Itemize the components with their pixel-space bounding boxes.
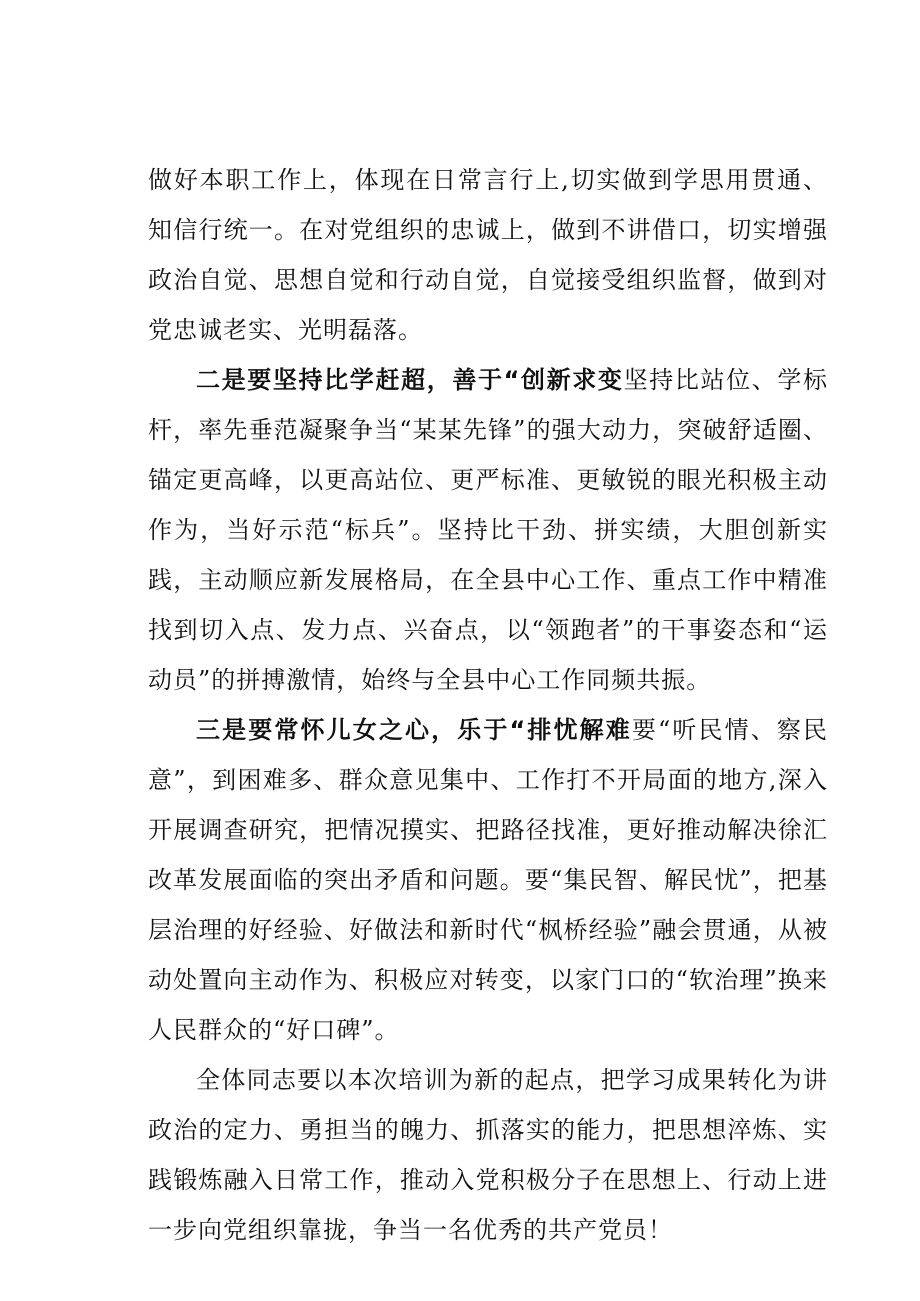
paragraph-lead-heading: 三是要常怀儿女之心，乐于“排忧解难 [196, 716, 632, 744]
paragraph-text: 全体同志要以本次培训为新的起点，把学习成果转化为讲政治的定力、勇担当的魄力、抓落实的能力，把思想淬炼、实践锻炼融入日常工作，推动入党积极分子在思想上、行动上进一步向党组织靠拢，争当一名优秀的共产党员！ [148, 1066, 828, 1244]
paragraph-continuation [148, 155, 828, 355]
document-body [148, 155, 828, 1255]
paragraph-closing [148, 1055, 828, 1255]
paragraph-point-three [148, 705, 828, 1055]
paragraph-point-two [148, 355, 828, 705]
paragraph-text: 要“听民情、察民意”，到困难多、群众意见集中、工作打不开局面的地方,深入开展调查研究，把情况摸实、把路径找准，更好推动解决徐汇改革发展面临的突出矛盾和问题。要“集民智、解民忧”，把基层治理的好经验、好做法和新时代“枫桥经验”融会贯通，从被动处置向主动作为、积极应对转变，以家门口的“软治理”换来人民群众的“好口碑”。 [148, 716, 828, 1044]
paragraph-text: 做好本职工作上，体现在日常言行上,切实做到学思用贯通、知信行统一。在对党组织的忠诚上，做到不讲借口，切实增强政治自觉、思想自觉和行动自觉，自觉接受组织监督，做到对党忠诚老实、光明磊落。 [148, 166, 828, 344]
paragraph-text: 坚持比站位、学标杆，率先垂范凝聚争当“某某先锋”的强大动力，突破舒适圈、锚定更高峰，以更高站位、更严标准、更敏锐的眼光积极主动作为，当好示范“标兵”。坚持比干劲、拼实绩，大胆创新实践，主动顺应新发展格局，在全县中心工作、重点工作中精准找到切入点、发力点、兴奋点，以“领跑者”的干事姿态和“运动员”的拼搏激情，始终与全县中心工作同频共振。 [148, 366, 829, 694]
paragraph-lead-heading: 二是要坚持比学赶超，善于“创新求变 [196, 366, 624, 394]
